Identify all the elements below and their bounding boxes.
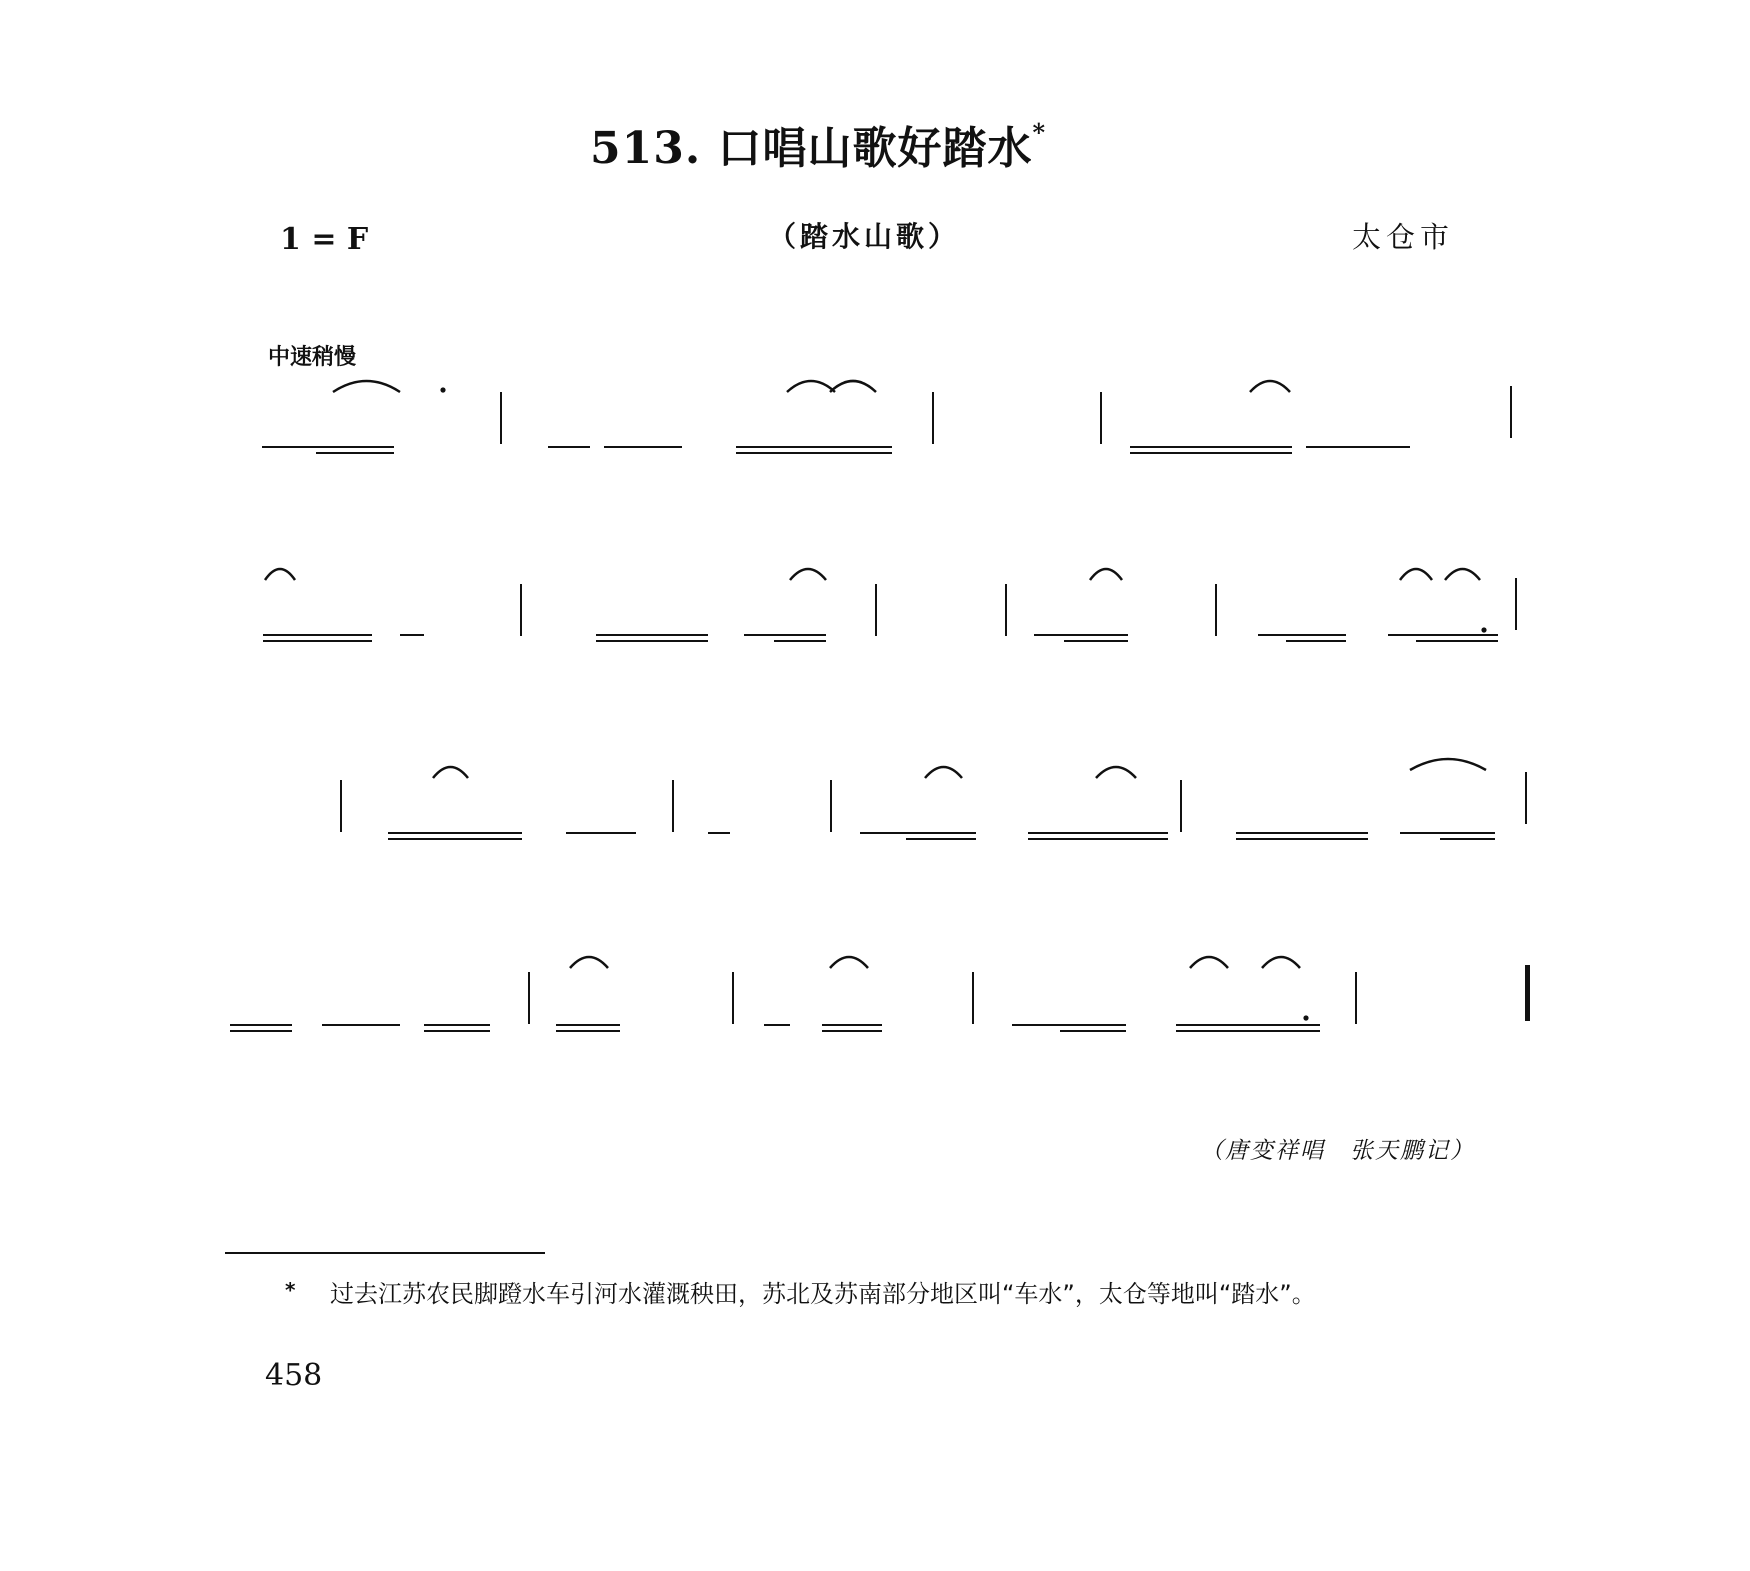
slur — [925, 767, 962, 778]
tempo-marking: 中速稍慢 — [268, 345, 357, 370]
slur — [790, 569, 826, 580]
song-region: 太仓市 — [1352, 220, 1455, 254]
footnote-rule — [225, 1252, 545, 1254]
slur — [830, 957, 868, 968]
slur — [265, 569, 295, 580]
footnote-mark: * — [285, 1278, 296, 1302]
page-number: 458 — [265, 1358, 323, 1393]
slur — [1250, 381, 1290, 392]
slur — [1445, 569, 1480, 580]
slur — [1190, 957, 1228, 968]
slur — [1400, 569, 1432, 580]
slur — [433, 767, 468, 778]
song-title-text: 口唱山歌好踏水 — [717, 123, 1033, 174]
key-signature: 1 = F — [280, 222, 369, 257]
slur — [1096, 767, 1136, 778]
footnote-text: 过去江苏农民脚蹬水车引河水灌溉秧田，苏北及苏南部分地区叫“车水”，太仓等地叫“踏水”。 — [330, 1280, 1316, 1308]
slur — [333, 381, 400, 392]
octave-dot — [1481, 627, 1486, 632]
slur — [830, 381, 876, 392]
octave-dot — [440, 387, 445, 392]
footnote-marker: * — [1032, 118, 1047, 148]
singer-credit: （唐变祥唱 张天鹏记） — [1200, 1138, 1475, 1164]
slur — [570, 957, 608, 968]
slur — [1090, 569, 1122, 580]
song-number: 513. — [590, 123, 702, 174]
octave-dot — [1303, 1015, 1308, 1020]
slur — [1410, 759, 1486, 770]
slur — [1262, 957, 1300, 968]
slur — [787, 381, 835, 392]
song-subtitle: （踏水山歌） — [768, 220, 961, 253]
